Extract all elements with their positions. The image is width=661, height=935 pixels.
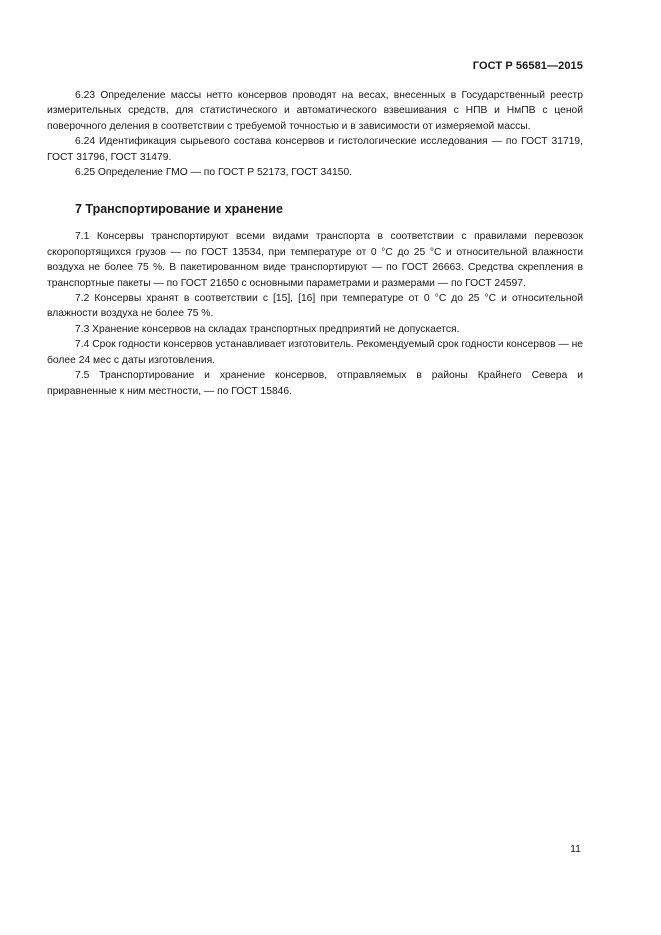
paragraph-7-4: 7.4 Срок годности консервов устанавливает изготовитель. Рекомендуемый срок годности консервов — не более 24 мес с даты изготовления. [47,339,583,366]
page-number: 11 [570,843,581,855]
page-content [47,88,583,399]
paragraph-7-1: 7.1 Консервы транспортируют всеми видами транспорта в соответствии с правилами перевозок скоропортящихся грузов — по ГОСТ 13534, при температуре от 0 °С до 25 °С и относительной влажности воздуха не более 75 %. В пакетированном виде транспортируют — по ГОСТ 26663. Средства скрепления в транспортные пакеты — по ГОСТ 21650 с основными параметрами и размерами — по ГОСТ 24597. [47,231,583,289]
paragraph-7-3: 7.3 Хранение консервов на складах транспортных предприятий не допускается. [75,323,460,335]
document-code-header: ГОСТ Р 56581—2015 [472,60,583,72]
paragraph-6-24: 6.24 Идентификация сырьевого состава консервов и гистологические исследования — по ГОСТ 31719, ГОСТ 31796, ГОСТ 31479. [47,136,583,163]
section-7-heading: 7 Транспортирование и хранение [75,202,283,217]
paragraph-6-25: 6.25 Определение ГМО — по ГОСТ Р 52173, ГОСТ 34150. [75,167,353,179]
paragraph-6-23: 6.23 Определение массы нетто консервов проводят на весах, внесенных в Государственный реестр измерительных средств, для статистического и автоматического взвешивания с НПВ и НмПВ с ценой поверочного деления в соответствии с требуемой точностью и в зависимости от измеряемой массы. [47,90,583,132]
paragraph-7-5: 7.5 Транспортирование и хранение консервов, отправляемых в районы Крайнего Севера и приравненные к ним местности, — по ГОСТ 15846. [47,370,583,397]
paragraph-7-2: 7.2 Консервы хранят в соответствии с [15], [16] при температуре от 0 °С до 25 °С и относительной влажности воздуха не более 75 %. [47,293,583,320]
